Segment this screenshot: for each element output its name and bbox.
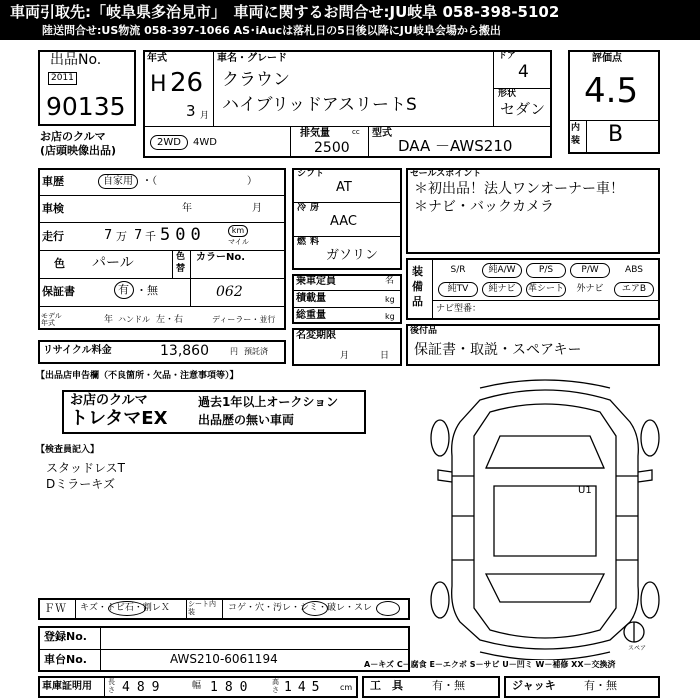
inspection-year: 年	[182, 203, 192, 214]
capacity-label: 乗車定員	[296, 276, 336, 287]
reg-label: 登録No.	[44, 630, 87, 643]
color-no: 062	[216, 284, 243, 300]
load-label: 積載量	[296, 293, 326, 304]
inspector-label: 【検査員記入】	[36, 445, 100, 455]
jack-label: ジャッキ	[512, 679, 556, 692]
handle-label: ハンドル	[118, 315, 150, 324]
year: 26	[170, 68, 204, 98]
month-unit: 月	[200, 111, 210, 121]
mileage-man-unit: 万	[116, 230, 127, 243]
cert-label: 車庫証明用	[42, 681, 92, 692]
equipment-item: 純TV	[438, 282, 478, 297]
history-value: 自家用	[98, 174, 138, 189]
doors: 4	[518, 62, 529, 82]
inspector-note-1: スタッドレスT	[46, 461, 125, 475]
load-unit: kg	[385, 295, 395, 304]
drive-4wd: 4WD	[193, 137, 217, 148]
mileage-man: 7	[104, 228, 113, 243]
damage-legend: A－キズ C－腐食 E－エクボ S－サビ U－凹ミ W－補修 XX－交換済	[364, 660, 616, 669]
model-code: DAA －AWS210	[398, 137, 513, 155]
height-value: 145	[284, 680, 326, 695]
equipment-item: S/R	[450, 265, 466, 275]
drive-2wd: 2WD	[150, 135, 188, 150]
inspection-label: 車検	[42, 202, 64, 215]
interior-label-2: 装	[571, 136, 581, 146]
accessories-label: 後付品	[410, 326, 438, 336]
width-value: 180	[210, 680, 255, 695]
equipment-item: ABS	[625, 265, 643, 275]
accessories-value: 保証書・取説・スペアキー	[414, 342, 582, 358]
gross-label: 総重量	[296, 310, 326, 321]
equipment-item: P/S	[526, 263, 566, 278]
capacity-unit: 名	[385, 276, 395, 286]
history-label: 車歴	[42, 175, 64, 188]
body-label: 形状	[498, 89, 517, 99]
fw-label: ＦＷ	[44, 602, 66, 615]
recycle-label: リサイクル料金	[43, 345, 112, 356]
mileage-unit-km: km	[228, 225, 248, 237]
chassis-value: AWS210-6061194	[170, 652, 278, 666]
change-day: 日	[380, 351, 390, 361]
shop-note-2: (店頭映像出品)	[40, 144, 117, 157]
mileage-unit-mile: マイル	[228, 238, 249, 246]
seat-label: シート内装	[188, 600, 216, 616]
color-change-1: 色	[176, 252, 186, 262]
sales-point-1: ＊初出品！法人ワンオーナー車！	[414, 181, 624, 197]
model-label: 型式	[372, 128, 392, 139]
equipment-item: エアB	[614, 282, 654, 297]
change-month: 月	[340, 351, 350, 361]
history-suffix: ・（ ）	[142, 176, 257, 187]
interior-label-1: 内	[571, 123, 581, 133]
banner-2: トレタマEX	[70, 408, 168, 429]
color-value: パール	[92, 255, 134, 271]
seat-items: コゲ・穴・汚レ・シミ・破レ・スレ	[228, 603, 373, 613]
notes-label: 【出品店申告欄（不良箇所・欠品・注意事項等）】	[36, 371, 239, 381]
fw-items: キズ・トビ石・割レＸ	[80, 603, 170, 613]
name-label: 車名・グレード	[217, 53, 287, 64]
lot-badge: 2011	[48, 72, 77, 85]
color-no-label: カラーNo.	[196, 252, 246, 263]
warranty-no: ・無	[136, 284, 158, 297]
equipment-label: 装備品	[412, 265, 423, 308]
inspector-note-2: Dミラーキズ	[46, 477, 116, 491]
cm-unit: cm	[340, 683, 353, 692]
navi-label: ナビ型番：	[436, 304, 482, 314]
mileage-rest: 500	[160, 225, 206, 245]
sales-point-2: ＊ナビ・バックカメラ	[414, 199, 554, 215]
color-label: 色	[54, 257, 65, 270]
tools-value: 有・無	[432, 679, 465, 692]
dealer-label: ディーラー・並行	[212, 315, 276, 324]
width-label: 幅	[192, 681, 202, 691]
body-type: セダン	[500, 100, 546, 118]
sales-label: セールスポイント	[410, 169, 482, 179]
gross-unit: kg	[385, 312, 395, 321]
shop-note-1: お店のクルマ	[40, 130, 106, 143]
handle-value: 左・右	[156, 315, 184, 325]
tools-label: 工 具	[370, 679, 403, 692]
equipment-item: 純ナビ	[482, 282, 522, 297]
car-diagram	[420, 376, 670, 660]
mileage-sen-unit: 千	[145, 230, 156, 243]
lot-number: 90135	[46, 92, 126, 121]
displacement-label: 排気量	[300, 128, 330, 139]
equipment-item: 革シート	[526, 282, 566, 297]
recycle-unit: 円	[230, 347, 238, 356]
vehicle-name: クラウン	[222, 70, 290, 90]
era: H	[150, 72, 167, 97]
height-label: 高さ	[272, 678, 279, 694]
equipment-item: P/W	[570, 263, 610, 278]
model-year-unit: 年	[104, 315, 114, 325]
displacement: 2500	[314, 140, 350, 156]
len-label: 長さ	[108, 678, 115, 694]
banner-4: 出品歴の無い車両	[198, 413, 295, 427]
jack-value: 有・無	[584, 679, 617, 692]
mileage-sen: 7	[134, 228, 143, 243]
doors-label: ドア	[498, 51, 516, 61]
year-label: 年式	[147, 53, 167, 64]
equipment-item: 純A/W	[482, 263, 522, 278]
displacement-unit: cc	[352, 128, 360, 136]
score: 4.5	[584, 71, 639, 111]
fuel-label: 燃料	[297, 237, 324, 247]
mileage-label: 走行	[42, 230, 64, 243]
warranty-yes: 有	[118, 283, 129, 296]
equipment-item: 外ナビ	[576, 284, 604, 294]
fuel-value: ガソリン	[326, 248, 379, 263]
spare-label: スペア	[628, 645, 647, 652]
chassis-label: 車台No.	[44, 653, 87, 666]
ac-label: 冷房	[297, 203, 324, 213]
header-line-1: 車両引取先:「岐阜県多治見市」 車両に関するお問合せ:JU岐阜 058-398-5102	[10, 3, 560, 21]
banner-1: お店のクルマ	[70, 393, 148, 408]
recycle-note: 預託済	[244, 347, 268, 356]
interior-grade: B	[608, 122, 624, 147]
ac-value: AAC	[330, 214, 357, 229]
change-label: 名変期限	[296, 330, 336, 341]
month: 3	[186, 102, 196, 120]
score-label: 評価点	[592, 53, 622, 64]
vehicle-grade: ハイブリッドアスリートS	[222, 95, 417, 115]
damage-mark-u1: U1	[578, 485, 592, 496]
warranty-label: 保証書	[42, 285, 75, 298]
banner-3: 過去1年以上オークション	[198, 395, 339, 409]
color-change-2: 替	[176, 264, 186, 274]
len-value: 489	[122, 680, 167, 695]
shift-value: AT	[336, 180, 352, 195]
model-year-label: モデル年式	[41, 312, 62, 327]
header-line-2: 陸送問合せ:US物流 058-397-1066 AS･iAucは落札日の5日後以降にJU岐阜会場から搬出	[42, 24, 501, 37]
shift-label: シフト	[297, 169, 325, 179]
recycle-value: 13,860	[160, 343, 209, 359]
inspection-month: 月	[252, 203, 262, 214]
lot-label: 出品No.	[50, 52, 102, 68]
